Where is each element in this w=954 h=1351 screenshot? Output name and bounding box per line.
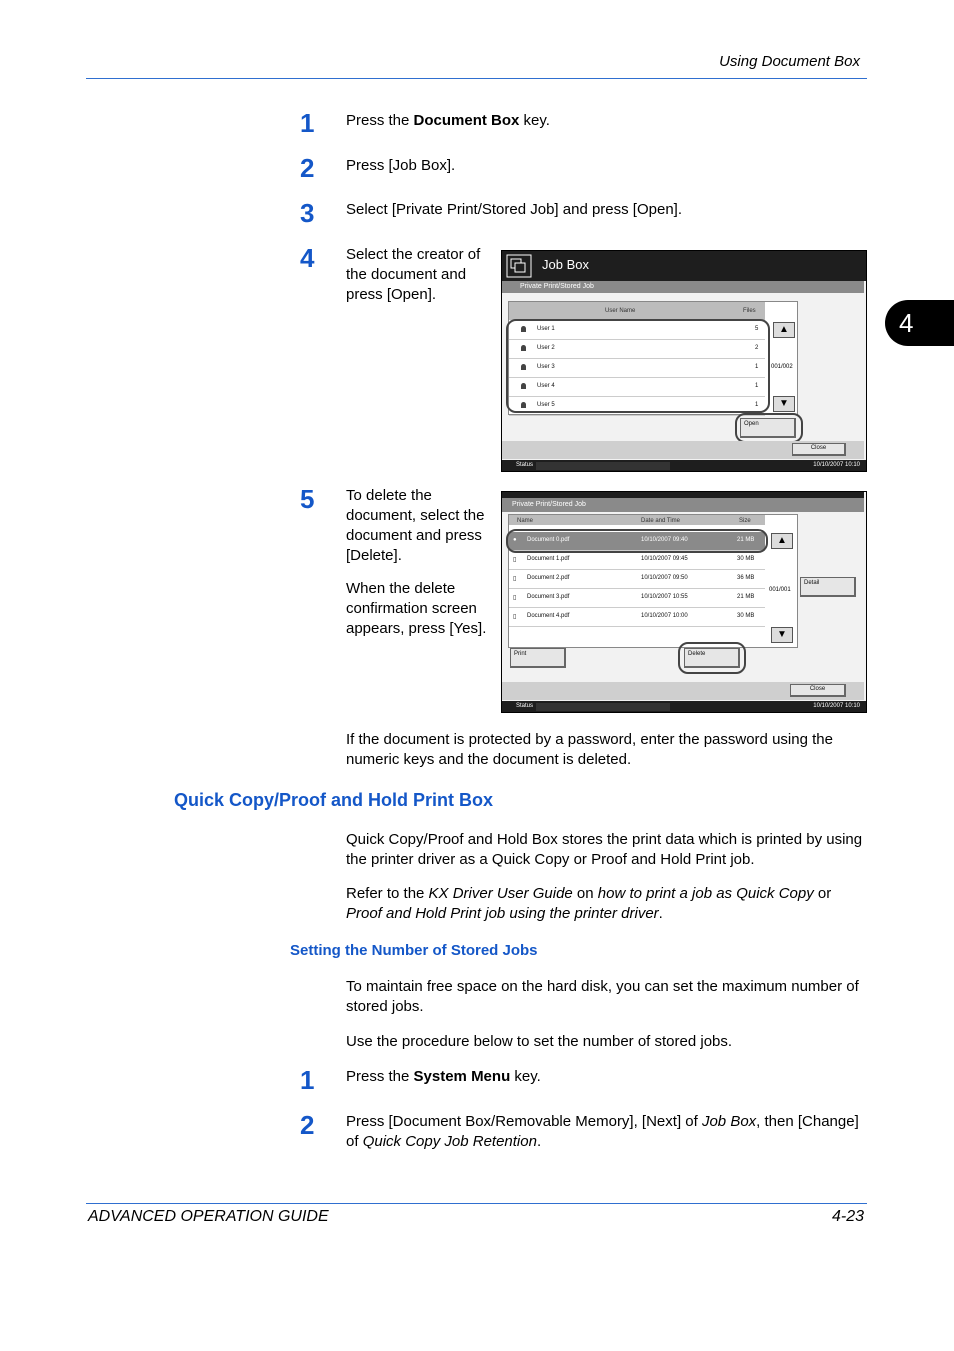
footer-title: ADVANCED OPERATION GUIDE	[88, 1208, 329, 1225]
step-number: 3	[300, 198, 315, 228]
step-number: 2	[300, 1110, 315, 1140]
date-time: 10/10/2007 10:10	[813, 703, 860, 709]
screen-title: Job Box	[542, 257, 589, 272]
list-item[interactable]: ▯ Document 4.pdf 10/10/2007 10:00 30 MB	[509, 608, 765, 627]
close-button[interactable]: Close	[790, 684, 846, 697]
step-number: 4	[300, 243, 315, 273]
open-button[interactable]: Open	[740, 418, 796, 438]
section-title: Quick Copy/Proof and Hold Print Box	[174, 790, 494, 810]
step-text: To delete the document, select the document and press [Delete].	[346, 487, 485, 564]
highlight-ring	[506, 319, 770, 413]
step-number: 1	[300, 1065, 315, 1095]
status-label[interactable]: Status	[516, 703, 534, 709]
step-text: When the delete confirmation screen appears, press [Yes].	[346, 580, 487, 637]
page-indicator: 001/002	[771, 364, 793, 370]
running-header: Using Document Box	[719, 53, 860, 70]
highlight-ring	[506, 529, 768, 553]
status-label[interactable]: Status	[516, 462, 534, 468]
subsection-paragraph: Use the procedure below to set the number of stored jobs.	[346, 1033, 733, 1050]
list-item[interactable]: User 5 1	[509, 397, 765, 416]
delete-button[interactable]: Delete	[684, 648, 740, 668]
step-text: Press [Document Box/Removable Memory], [Next] of Job Box, then [Change] of Quick Copy Job Retention.	[346, 1113, 859, 1150]
screen-title-bar	[502, 251, 866, 281]
list-item[interactable]: ▯ Document 1.pdf 10/10/2007 09:45 30 MB	[509, 551, 765, 570]
list-item[interactable]: ● Document 0.pdf 10/10/2007 09:40 21 MB	[509, 532, 765, 551]
highlight-ring	[678, 642, 746, 674]
step-number: 5	[300, 484, 315, 514]
detail-button[interactable]: Detail	[800, 577, 856, 597]
highlight-ring	[735, 413, 803, 443]
step-text: Select the creator of the document and press [Open].	[346, 246, 481, 303]
job-box-screen	[501, 250, 867, 472]
status-field	[536, 462, 670, 470]
list-item[interactable]: User 4 1	[509, 378, 765, 397]
step-text: Press the System Menu key.	[346, 1068, 541, 1085]
step-text: Press the Document Box key.	[346, 112, 550, 129]
list-item[interactable]: User 1 5	[509, 321, 765, 340]
status-bar	[502, 701, 866, 712]
col-size: Size	[739, 518, 751, 524]
col-name: Name	[517, 518, 534, 524]
password-note: If the document is protected by a password, enter the password using the numeric keys and the document is deleted.	[346, 731, 833, 768]
subsection-paragraph: To maintain free space on the hard disk, you can set the maximum number of stored jobs.	[346, 978, 859, 1015]
stored-job-screen	[501, 491, 867, 713]
status-bar	[502, 460, 866, 471]
list-item[interactable]: User 3 1	[509, 359, 765, 378]
header-rule	[86, 78, 867, 79]
page-indicator: 001/001	[769, 587, 791, 593]
section-paragraph: Refer to the KX Driver User Guide on how to print a job as Quick Copy or Proof and Hold Print job using the printer driver.	[346, 885, 832, 922]
col-date: Date and Time	[641, 518, 681, 524]
scroll-down-button[interactable]: ▼	[773, 396, 795, 412]
col-files: Files	[743, 308, 756, 314]
step-number: 2	[300, 153, 315, 183]
breadcrumb: Private Print/Stored Job	[502, 498, 864, 512]
list-header	[509, 515, 765, 525]
step-text: Press [Job Box].	[346, 157, 456, 174]
print-button[interactable]: Print	[510, 648, 566, 668]
page-number: 4-23	[831, 1208, 864, 1225]
scroll-up-button[interactable]: ▲	[771, 533, 793, 549]
chapter-tab: 4	[885, 300, 954, 346]
status-field	[536, 703, 670, 711]
date-time: 10/10/2007 10:10	[813, 462, 860, 468]
scroll-down-button[interactable]: ▼	[771, 627, 793, 643]
job-box-icon	[506, 254, 532, 278]
list-item[interactable]: User 2 2	[509, 340, 765, 359]
col-user-name: User Name	[605, 308, 636, 314]
section-paragraph: Quick Copy/Proof and Hold Box stores the print data which is printed by using the printer driver as a Quick Copy or Proof and Hold Print job.	[346, 831, 863, 868]
close-button[interactable]: Close	[792, 443, 846, 456]
list-item[interactable]: ▯ Document 2.pdf 10/10/2007 09:50 36 MB	[509, 570, 765, 589]
list-item[interactable]: ▯ Document 3.pdf 10/10/2007 10:55 21 MB	[509, 589, 765, 608]
subsection-title: Setting the Number of Stored Jobs	[290, 942, 538, 959]
step-number: 1	[300, 108, 315, 138]
breadcrumb: Private Print/Stored Job	[502, 281, 864, 293]
footer-rule	[86, 1203, 867, 1204]
scroll-up-button[interactable]: ▲	[773, 322, 795, 338]
list-header	[509, 302, 765, 320]
step-text: Select [Private Print/Stored Job] and press [Open].	[346, 201, 683, 218]
